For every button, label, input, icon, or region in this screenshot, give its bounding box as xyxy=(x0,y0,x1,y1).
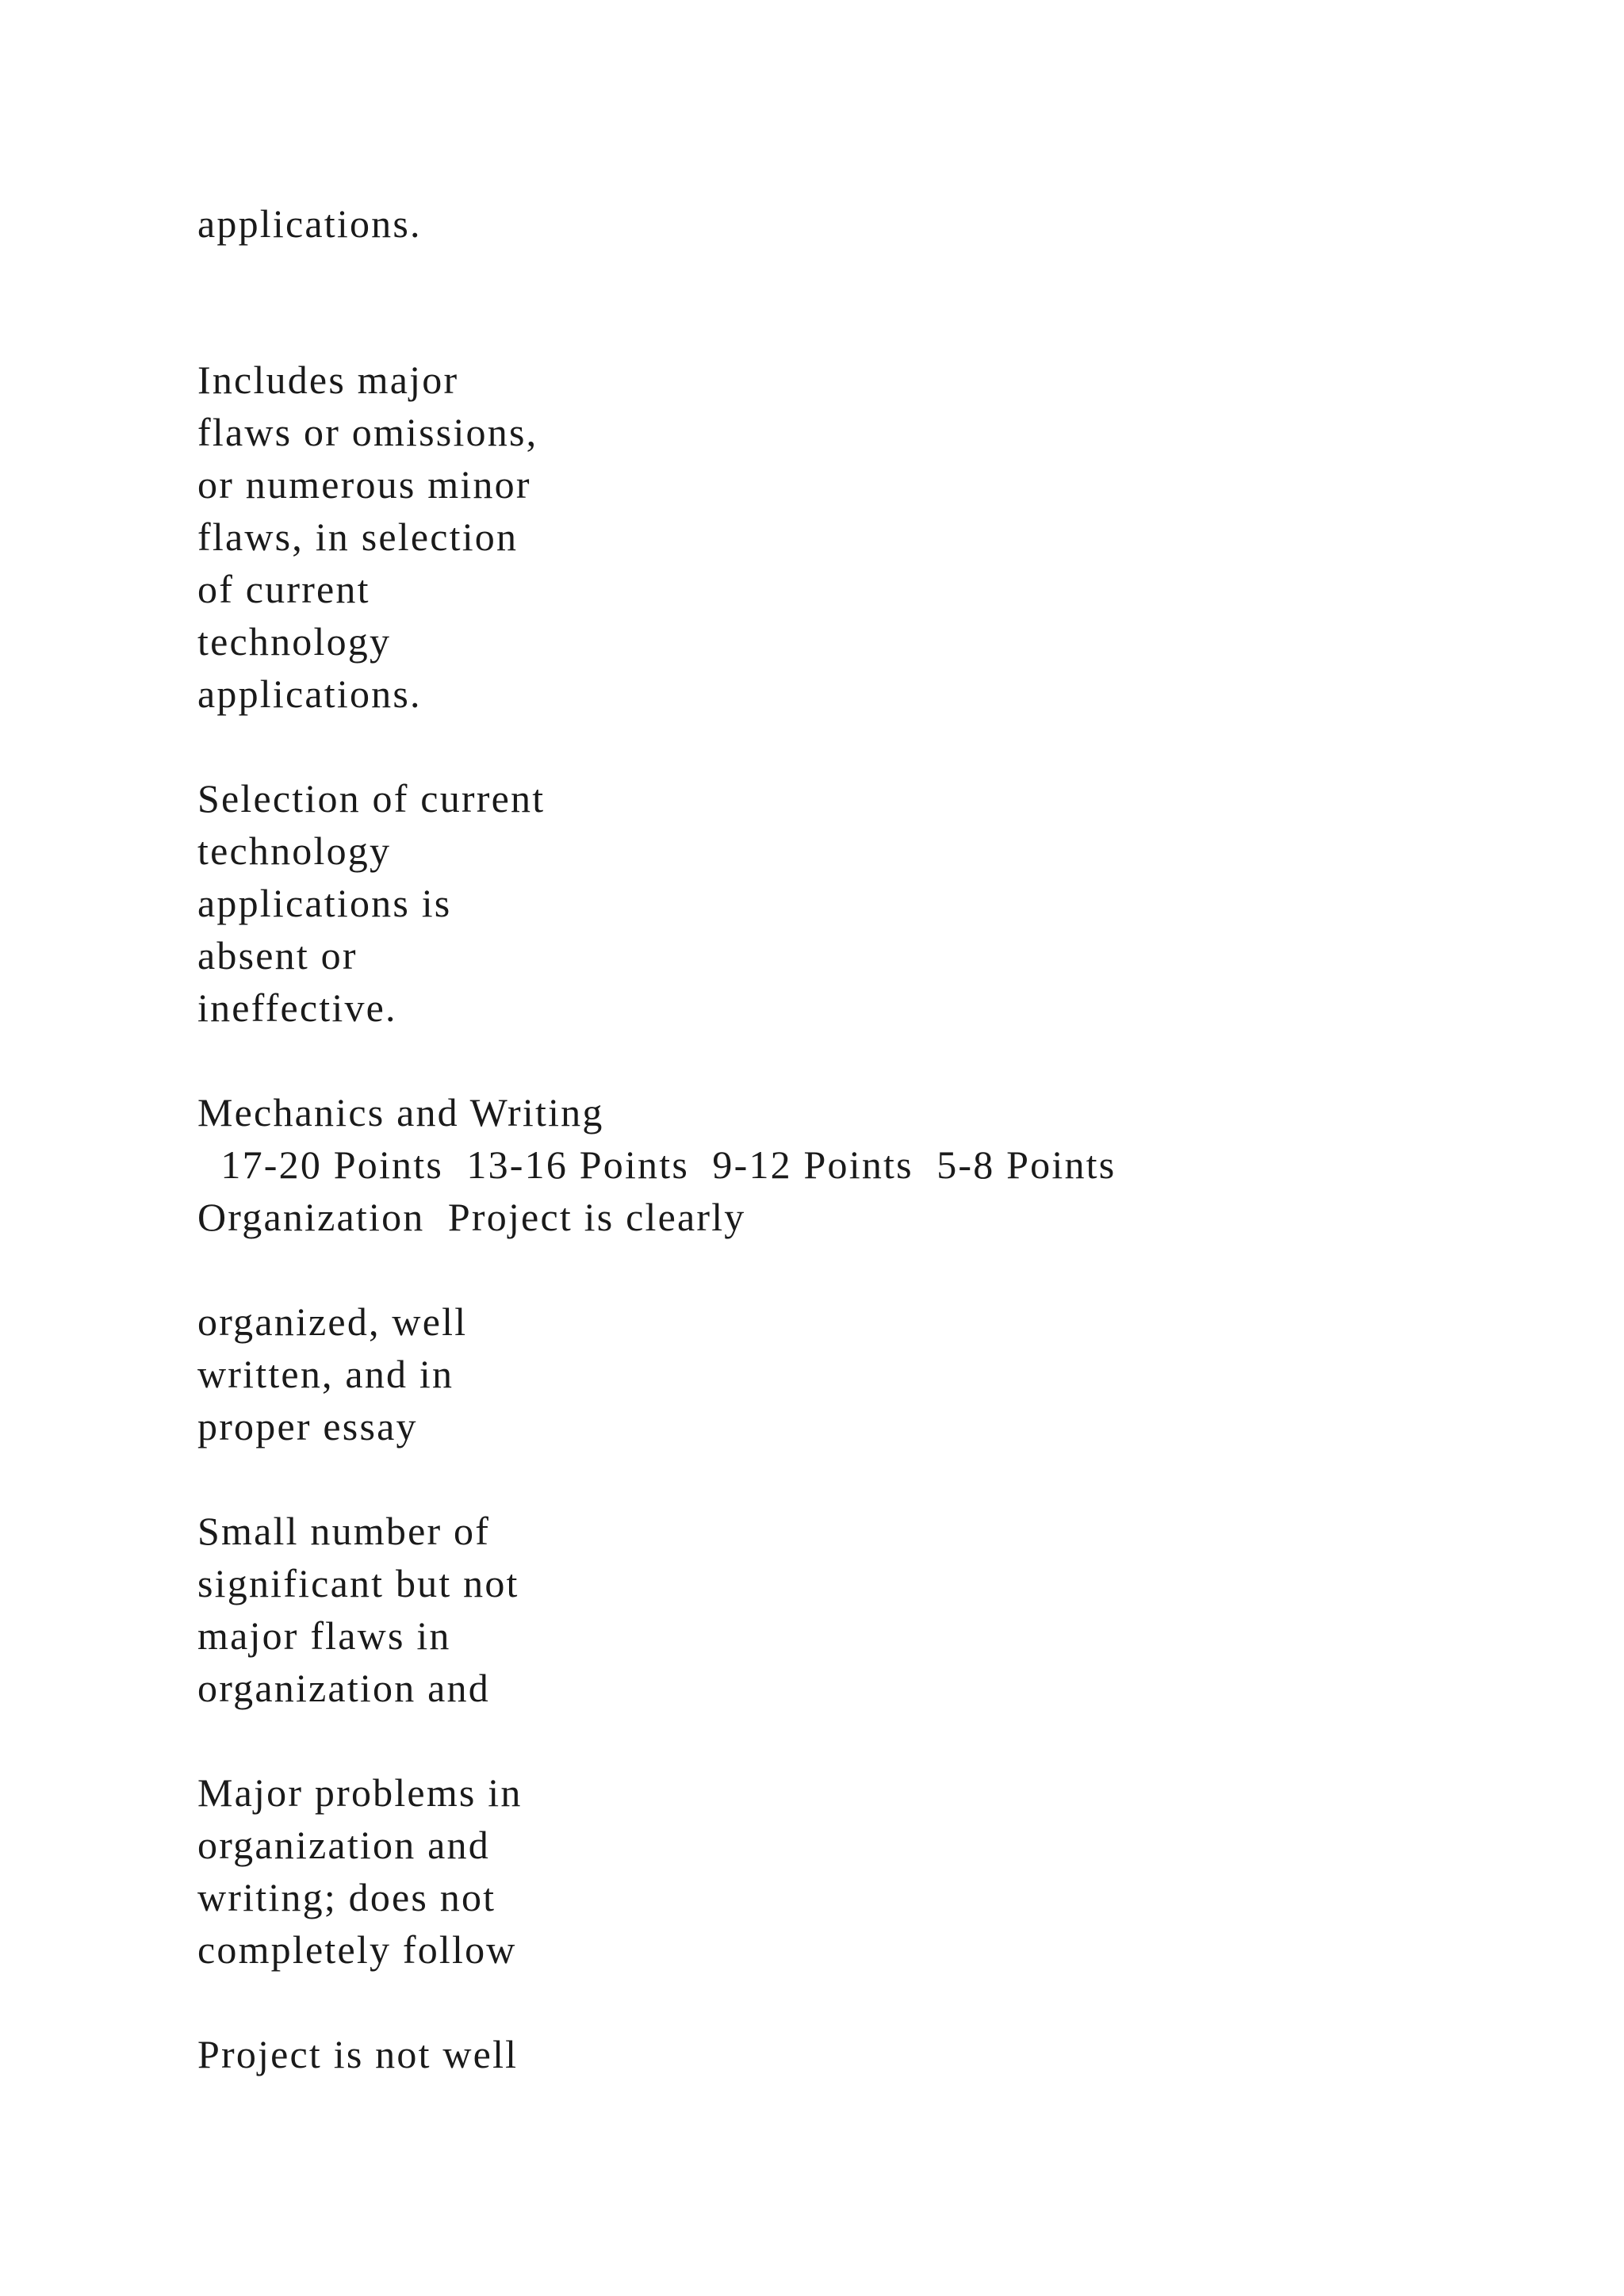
text-line: technology xyxy=(197,828,392,873)
text-line: proper essay xyxy=(197,1404,418,1448)
text-line: Includes major xyxy=(197,358,459,402)
text-line: flaws, in selection xyxy=(197,515,519,559)
text-line: applications. xyxy=(197,672,422,716)
text-line: major flaws in xyxy=(197,1613,451,1658)
text-line: Major problems in xyxy=(197,1770,523,1815)
text-line: flaws or omissions, xyxy=(197,410,538,454)
text-line: writing; does not xyxy=(197,1875,496,1919)
text-line: Small number of xyxy=(197,1509,491,1553)
text-line: completely follow xyxy=(197,1927,517,1972)
text-line: or numerous minor xyxy=(197,462,531,507)
text-line: absent or xyxy=(197,933,358,978)
text-line: organization and xyxy=(197,1666,490,1710)
text-line: organization and xyxy=(197,1823,490,1867)
text-line: of current xyxy=(197,567,370,611)
text-line: Project is not well xyxy=(197,2032,519,2076)
text-line: applications is xyxy=(197,881,452,925)
text-line: organized, well xyxy=(197,1299,468,1344)
section-heading: Mechanics and Writing xyxy=(197,1090,604,1135)
text-line: applications. xyxy=(197,201,422,246)
text-line: technology xyxy=(197,619,392,664)
text-line: ineffective. xyxy=(197,985,397,1030)
text-line: Organization Project is clearly xyxy=(197,1195,746,1239)
text-line: Selection of current xyxy=(197,776,546,821)
points-header-row: 17-20 Points 13-16 Points 9-12 Points 5-8 Points xyxy=(197,1142,1116,1187)
text-line: significant but not xyxy=(197,1561,519,1605)
text-line: written, and in xyxy=(197,1352,454,1396)
